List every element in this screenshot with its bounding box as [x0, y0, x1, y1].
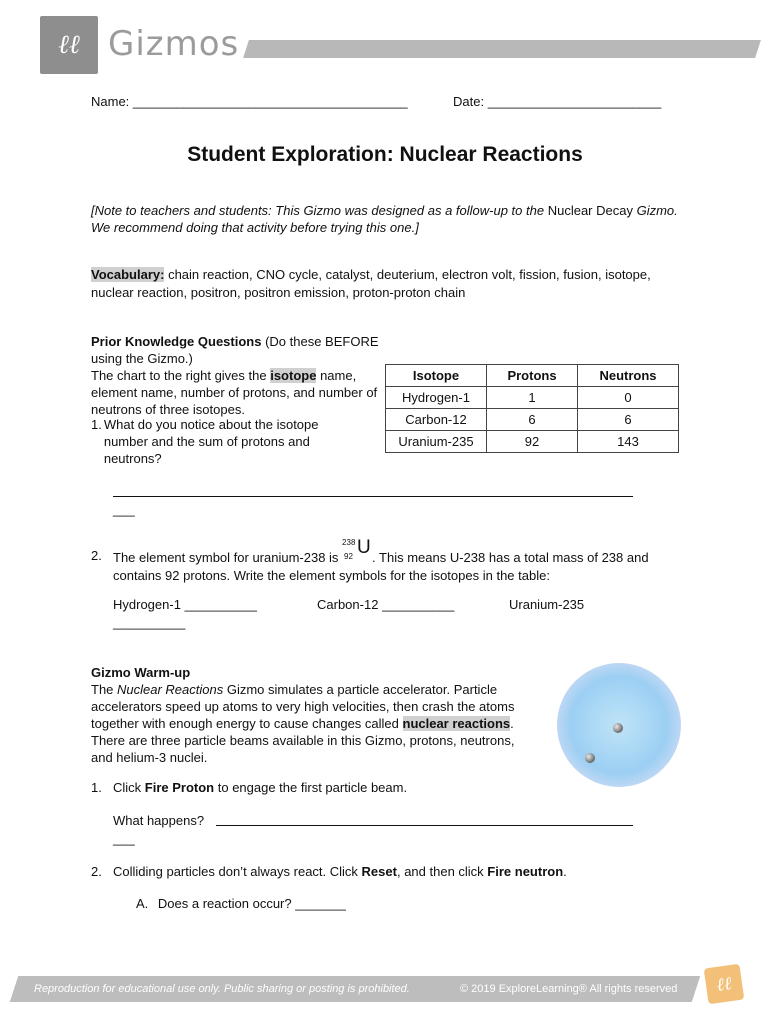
- warmup-text-c: . There are three particle beams available in this Gizmo, protons, neutrons, and helium-3 nuclei.: [91, 716, 515, 765]
- brand-name: Gizmos: [108, 24, 240, 64]
- carbon-label: Carbon-12: [317, 597, 379, 612]
- table-cell: 92: [487, 431, 578, 453]
- question-number: 1.: [91, 780, 102, 795]
- fire-neutron-label: Fire neutron: [487, 864, 564, 879]
- carbon-answer[interactable]: [317, 597, 454, 612]
- footer-logo-glyph: ℓℓ: [715, 972, 733, 996]
- warmup-heading: Gizmo Warm-up: [91, 665, 191, 680]
- q2-text-a: The element symbol for uranium-238 is: [113, 550, 343, 565]
- explorelearning-logo: [704, 964, 745, 1005]
- gizmo-name: Nuclear Reactions: [117, 682, 224, 697]
- question-text: What do you notice about the isotope number and the sum of protons and neutrons?: [103, 417, 319, 466]
- table-cell: Hydrogen-1: [386, 387, 487, 409]
- note-part2: Gizmo. We recommend doing that activity before trying this one.]: [91, 203, 678, 235]
- teacher-note: [91, 202, 681, 236]
- isotope-highlight: isotope: [270, 368, 317, 383]
- pk-intro-b: name, element name, number of protons, and number of neutrons of three isotopes.: [91, 368, 378, 417]
- date-field[interactable]: [453, 94, 661, 109]
- table-row: [386, 409, 679, 431]
- answer-line[interactable]: [216, 825, 633, 826]
- uranium-answer[interactable]: [509, 597, 584, 612]
- table-cell: Carbon-12: [386, 409, 487, 431]
- table-cell: 143: [578, 431, 679, 453]
- table-cell: Uranium-235: [386, 431, 487, 453]
- prior-knowledge-heading: Prior Knowledge Questions: [91, 334, 262, 349]
- element-letter: U: [357, 537, 371, 558]
- particle: [613, 723, 623, 733]
- atom-illustration: [557, 663, 681, 787]
- note-part1: [Note to teachers and students: This Gizmo was designed as a follow-up to the: [91, 203, 548, 218]
- uranium-blank[interactable]: __________: [113, 615, 186, 630]
- table-row: [386, 431, 679, 453]
- uranium-label: Uranium-235: [509, 597, 585, 612]
- mass-number: 238: [342, 538, 356, 547]
- pk-intro-a: The chart to the right gives the: [91, 368, 271, 383]
- reset-label: Reset: [361, 864, 397, 879]
- uranium-symbol: [342, 537, 372, 562]
- question-number: 1.: [91, 417, 102, 432]
- q2-text-a: Colliding particles don’t always react. Click: [113, 864, 362, 879]
- footer-copyright-notice: Reproduction for educational use only. Public sharing or posting is prohibited.: [34, 983, 410, 995]
- atomic-number: 92: [344, 552, 353, 561]
- sub-question-text[interactable]: Does a reaction occur? _______: [157, 896, 346, 911]
- q2-text-b: . This means U-238 has a total mass of 238 and contains 92 protons. Write the element symbols for the isotopes in the table:: [113, 550, 649, 583]
- answer-line-tail[interactable]: ___: [113, 502, 135, 517]
- name-blank[interactable]: ______________________________________: [132, 94, 408, 109]
- particle: [585, 753, 595, 763]
- table-cell: 1: [487, 387, 578, 409]
- isotope-table: [385, 364, 679, 453]
- q1-text-b: to engage the first particle beam.: [214, 780, 408, 795]
- header-protons: Protons: [487, 365, 578, 387]
- question-number: 2.: [91, 548, 102, 563]
- q2-text-c: .: [563, 864, 567, 879]
- date-blank[interactable]: ________________________: [487, 94, 662, 109]
- vocabulary-label: Vocabulary:: [91, 267, 165, 282]
- answer-line-tail[interactable]: ___: [113, 831, 135, 846]
- footer-rights: © 2019 ExploreLearning® All rights reserved: [460, 983, 678, 995]
- prior-knowledge: [91, 333, 381, 418]
- gizmo-warmup: [91, 664, 531, 766]
- table-cell: 6: [487, 409, 578, 431]
- fire-proton-label: Fire Proton: [144, 780, 215, 795]
- table-header-row: [386, 365, 679, 387]
- page-title: Student Exploration: Nuclear Reactions: [187, 143, 583, 166]
- sub-question-label: A.: [136, 896, 149, 911]
- warmup-question-2: [113, 864, 567, 879]
- warmup-text-a: The: [91, 682, 118, 697]
- question-1: [91, 416, 361, 467]
- table-cell: 0: [578, 387, 679, 409]
- name-field[interactable]: [91, 94, 408, 109]
- prior-knowledge-note: (Do these BEFORE using the Gizmo.): [91, 334, 379, 366]
- vocabulary-terms: chain reaction, CNO cycle, catalyst, deuterium, electron volt, fission, fusion, isotope, nuclear reaction, positron, positron emission, proton-proton chain: [91, 267, 651, 300]
- header-isotope: Isotope: [386, 365, 487, 387]
- q1-text-a: Click: [113, 780, 145, 795]
- hydrogen-label: Hydrogen-1: [113, 597, 181, 612]
- sub-question-a[interactable]: [136, 896, 346, 911]
- date-label: Date:: [453, 94, 485, 109]
- table-row: [386, 387, 679, 409]
- nuclear-decay-link: Nuclear Decay: [547, 203, 633, 218]
- hydrogen-blank[interactable]: __________: [184, 597, 257, 612]
- warmup-question-1: [113, 780, 407, 795]
- question-number: 2.: [91, 864, 102, 879]
- name-label: Name:: [91, 94, 130, 109]
- q2-text-b: , and then click: [396, 864, 488, 879]
- vocabulary: [91, 266, 681, 302]
- gizmos-logo: [40, 16, 98, 74]
- what-happens-label: What happens?: [113, 813, 205, 828]
- carbon-blank[interactable]: __________: [382, 597, 455, 612]
- header-bar: [243, 40, 761, 58]
- warmup-text-b: Gizmo simulates a particle accelerator. Particle accelerators speed up atoms to very high velocities, then crash the atoms together with enough energy to cause changes called: [91, 682, 515, 731]
- nuclear-reactions-highlight: nuclear reactions: [402, 716, 511, 731]
- header-neutrons: Neutrons: [578, 365, 679, 387]
- question-2-text: [113, 537, 673, 585]
- hydrogen-answer[interactable]: [113, 597, 257, 612]
- table-cell: 6: [578, 409, 679, 431]
- logo-glyph: ℓℓ: [58, 30, 80, 60]
- answer-line[interactable]: [113, 496, 633, 497]
